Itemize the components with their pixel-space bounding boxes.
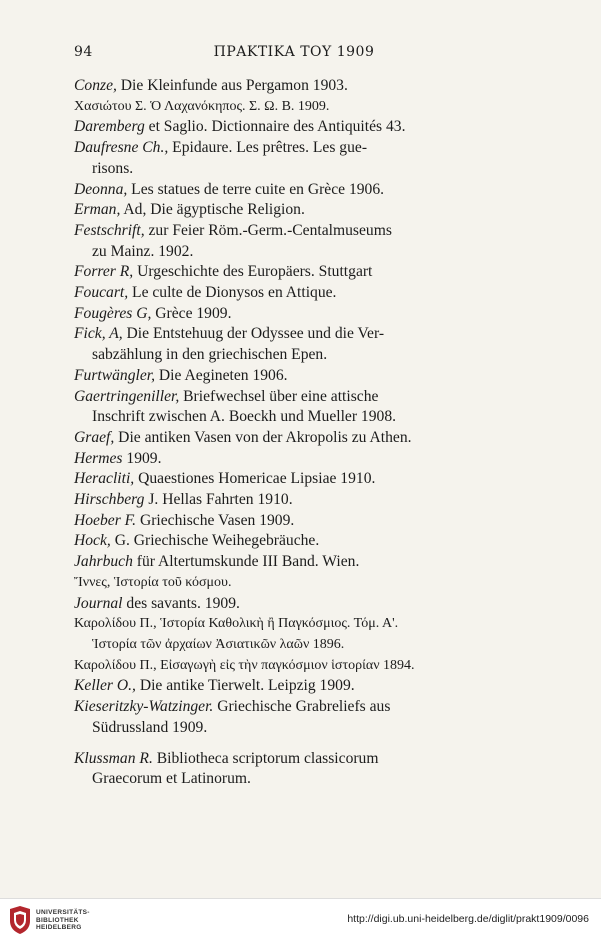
entry-author: Deonna,: [74, 180, 128, 198]
bibliography-entry: [74, 304, 520, 325]
entry-text: Graecorum et Latinorum.: [92, 770, 251, 788]
entry-text: Briefwechsel über eine attische: [179, 387, 379, 405]
bibliography-entry: [74, 490, 520, 511]
bibliography-entry: [74, 656, 520, 677]
entry-author: Journal: [74, 594, 123, 612]
library-name-line: UNIVERSITÄTS-: [36, 909, 90, 916]
entry-author: Daufresne Ch.,: [74, 139, 169, 157]
entry-author: Festschrift,: [74, 221, 145, 239]
running-title: ΠΡΑΚΤΙΚΑ ΤΟΥ 1909: [213, 44, 375, 60]
entry-text: sabzählung in den griechischen Epen.: [92, 346, 328, 364]
entry-text: zur Feier Röm.-Germ.-Centalmuseums: [144, 221, 392, 239]
library-name: [36, 909, 90, 932]
bibliography-list: [74, 76, 520, 790]
bibliography-entry: [74, 366, 520, 387]
bibliography-entry: [74, 594, 520, 615]
bibliography-entry: [74, 221, 520, 242]
entry-author: Furtwängler,: [74, 366, 156, 384]
entry-text: et Saglio. Dictionnaire des Antiquités 43.: [144, 118, 406, 136]
entry-author: Gaertringeniller,: [74, 387, 180, 405]
entry-author: Conze,: [74, 77, 117, 94]
bibliography-entry: [74, 531, 520, 552]
entry-text: Quaestiones Homericae Lipsiae 1910.: [134, 470, 376, 488]
entry-text: Die Aegineten 1906.: [155, 366, 288, 384]
entry-author: Graef,: [74, 428, 115, 446]
bibliography-entry: [74, 117, 520, 138]
bibliography-entry: [74, 200, 520, 221]
bibliography-entry: [74, 76, 520, 97]
entry-text: risons.: [92, 159, 134, 177]
entry-text: J. Hellas Fahrten 1910.: [144, 491, 293, 509]
entry-text: Ad, Die ägyptische Religion.: [120, 201, 305, 219]
page-number: 94: [74, 44, 93, 60]
bibliography-entry: [74, 262, 520, 283]
bibliography-entry: [74, 387, 520, 408]
entry-author: Hock,: [74, 532, 111, 550]
entry-author: Forrer R,: [74, 263, 134, 281]
entry-text: Griechische Vasen 1909.: [136, 511, 295, 529]
library-name-line: HEIDELBERG: [36, 924, 82, 931]
bibliography-entry: [74, 97, 520, 118]
entry-text: Χασιώτου Σ. Ὁ Λαχανόκηπος. Σ. Ω. Β. 1909.: [74, 98, 330, 114]
entry-author: Hermes: [74, 449, 123, 467]
entry-text: Ἱστορία τῶν ἀρχαίων Ἀσιατικῶν λαῶν 1896.: [92, 636, 345, 652]
source-url-link[interactable]: http://digi.ub.uni-heidelberg.de/diglit/prakt1909/0096: [347, 913, 589, 925]
entry-text: Die Kleinfunde aus Pergamon 1903.: [116, 77, 348, 94]
library-name-line: BIBLIOTHEK: [36, 916, 79, 924]
bibliography-entry: [74, 511, 520, 532]
bibliography-entry: [74, 138, 520, 159]
entry-text: 1909.: [122, 449, 162, 467]
entry-continuation: [74, 635, 520, 656]
entry-text: Die Entstehuug der Odyssee und die Ver-: [122, 325, 385, 343]
entry-text: Südrussland 1909.: [92, 718, 208, 736]
bibliography-entry: [74, 697, 520, 718]
entry-text: Le culte de Dionysos en Attique.: [128, 284, 337, 302]
bibliography-entry: [74, 573, 520, 594]
entry-author: Foucart,: [74, 284, 129, 302]
entry-text: Bibliotheca scriptorum classicorum: [152, 749, 379, 767]
entry-author: Keller O.,: [74, 677, 136, 695]
entry-text: Urgeschichte des Europäers. Stuttgart: [133, 263, 373, 281]
entry-text: Ἴννες, Ἱστορία τοῦ κόσμου.: [74, 574, 232, 590]
entry-text: Die antike Tierwelt. Leipzig 1909.: [135, 677, 355, 695]
entry-continuation: [74, 159, 520, 180]
entry-text: zu Mainz. 1902.: [92, 242, 194, 260]
bibliography-entry: [74, 449, 520, 470]
entry-text: Καρολίδου Π., Εἰσαγωγὴ εἰς τὴν παγκόσμιον ἱστορίαν 1894.: [74, 657, 415, 673]
bibliography-entry: [74, 180, 520, 201]
entry-continuation: [74, 407, 520, 428]
entry-text: Les statues de terre cuite en Grèce 1906.: [127, 180, 385, 198]
entry-author: Klussman R.: [74, 749, 153, 767]
entry-author: Hoeber F.: [74, 511, 137, 529]
bibliography-entry: [74, 552, 520, 573]
entry-author: Heracliti,: [74, 470, 135, 488]
entry-text: Καρολίδου Π., Ἱστορία Καθολικὴ ἢ Παγκόσμιος. Τόμ. Α'.: [74, 616, 399, 632]
entry-text: G. Griechische Weihegebräuche.: [110, 532, 320, 550]
entry-author: Daremberg: [74, 118, 145, 136]
bibliography-entry: [74, 324, 520, 345]
entry-text: des savants. 1909.: [122, 594, 240, 612]
entry-gap: [74, 739, 520, 749]
entry-author: Erman,: [74, 201, 121, 219]
entry-text: Grèce 1909.: [151, 304, 232, 322]
entry-author: Jahrbuch: [74, 553, 133, 571]
entry-author: Fick, A,: [74, 325, 123, 343]
entry-text: Die antiken Vasen von der Akropolis zu Athen.: [114, 428, 412, 446]
entry-continuation: [74, 345, 520, 366]
entry-continuation: [74, 769, 520, 790]
entry-continuation: [74, 242, 520, 263]
library-footer: [0, 898, 601, 943]
entry-text: Inschrift zwischen A. Boeckh und Mueller 1908.: [92, 408, 397, 426]
bibliography-entry: [74, 283, 520, 304]
entry-continuation: [74, 718, 520, 739]
entry-text: Epidaure. Les prêtres. Les gue-: [168, 139, 368, 157]
entry-author: Fougères G,: [74, 304, 152, 322]
bibliography-entry: [74, 749, 520, 770]
entry-author: Kieseritzky-Watzinger.: [74, 698, 214, 716]
library-logo-icon: [8, 905, 32, 935]
entry-author: Hirschberg: [74, 491, 145, 509]
entry-text: Griechische Grabreliefs aus: [213, 698, 391, 716]
entry-text: für Altertumskunde III Band. Wien.: [132, 553, 360, 571]
bibliography-entry: [74, 676, 520, 697]
bibliography-entry: [74, 428, 520, 449]
bibliography-entry: [74, 469, 520, 490]
bibliography-entry: [74, 614, 520, 635]
